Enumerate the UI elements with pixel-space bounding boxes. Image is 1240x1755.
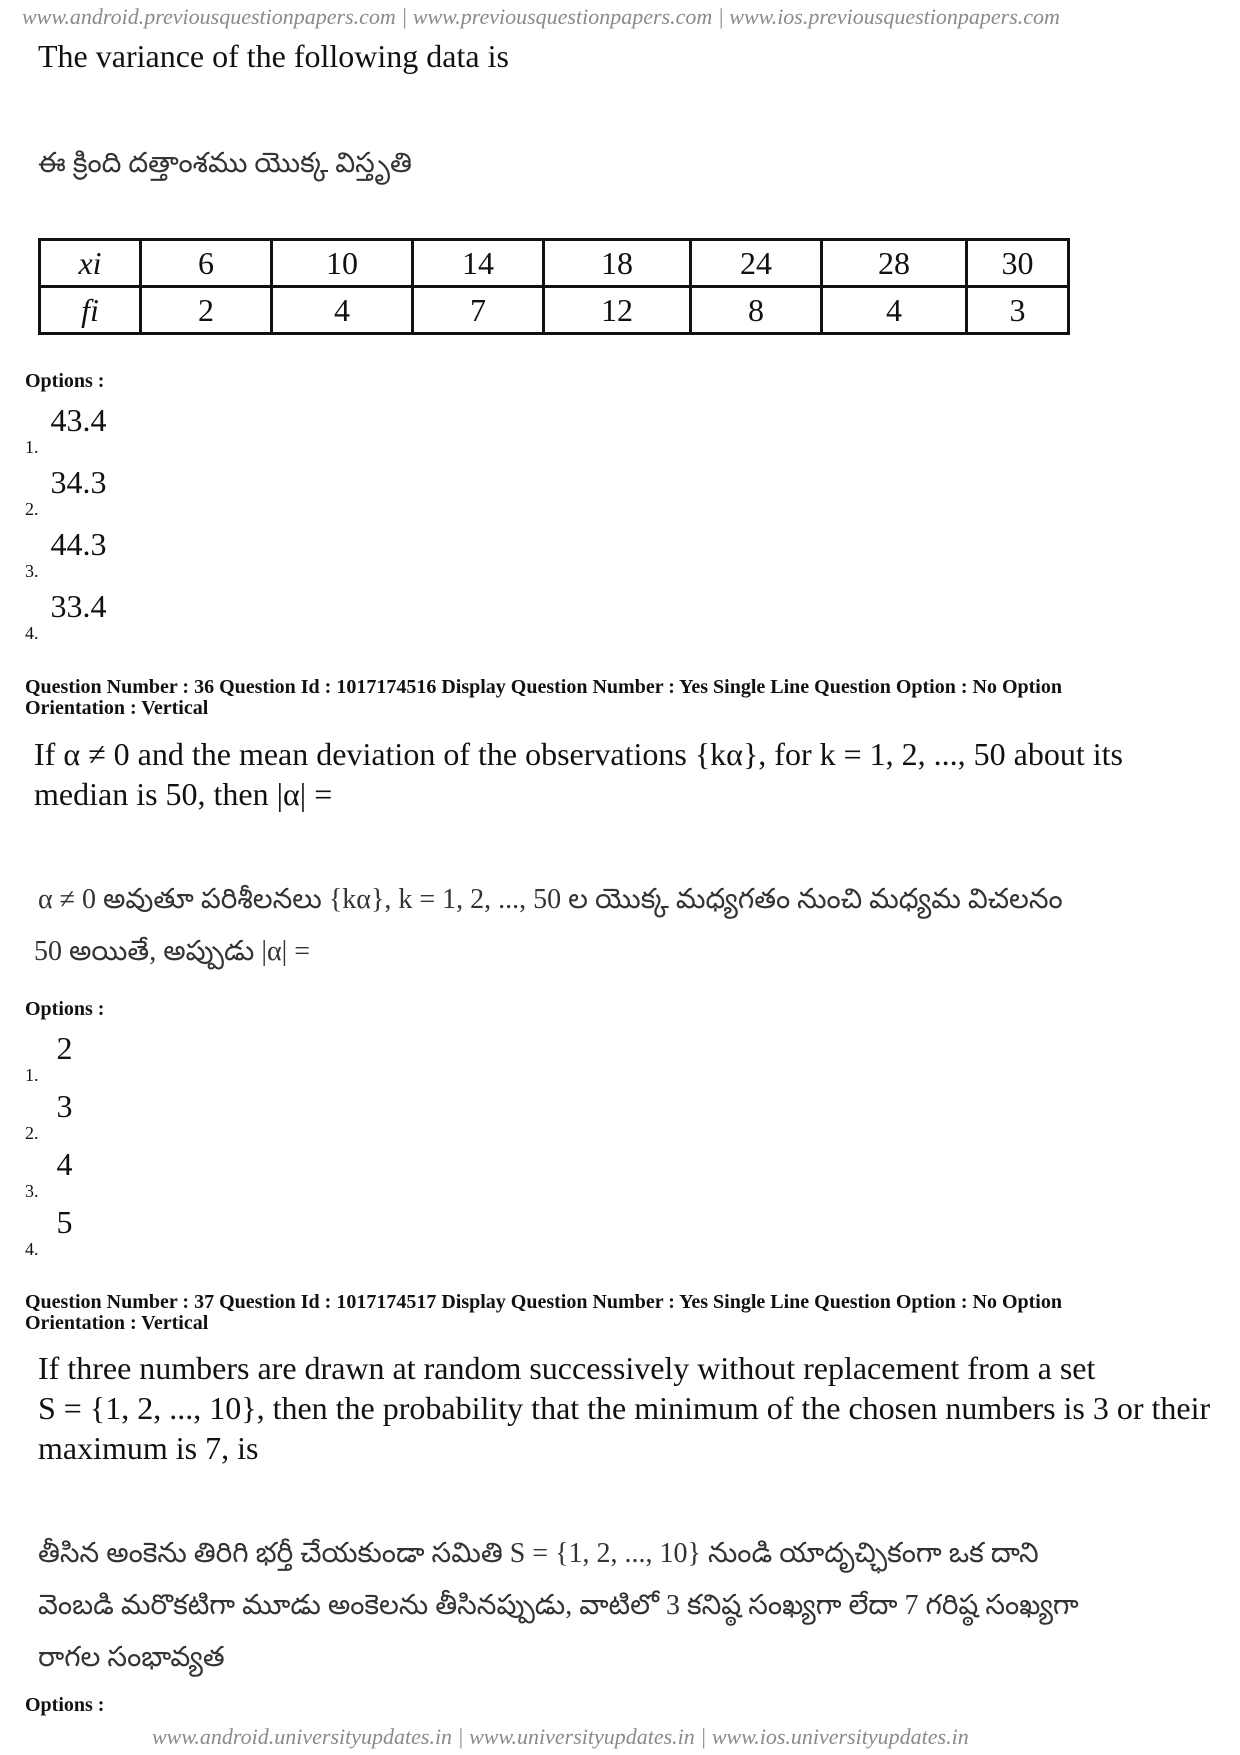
option-value: 4 (56, 1146, 73, 1182)
q37-question-line-2: S = {1, 2, ..., 10}, then the probability that the minimum of the chosen numbers is 3 or their (38, 1390, 1211, 1426)
option-item (25, 1088, 73, 1143)
option-number: 2. (25, 499, 39, 519)
option-value: 34.3 (50, 464, 107, 500)
table-cell: 3 (967, 287, 1069, 334)
table-cell: 14 (413, 240, 544, 287)
q36-options-label: Options : (25, 998, 105, 1020)
x-header-cell (40, 240, 141, 287)
option-number: 4. (25, 623, 39, 643)
option-value: 5 (56, 1204, 73, 1240)
f-header-cell (40, 287, 141, 334)
table-cell: 12 (544, 287, 691, 334)
option-item (25, 1204, 73, 1259)
table-row-x (40, 240, 1069, 287)
q36-question-line-2: median is 50, then |α| = (34, 776, 333, 812)
table-cell: 18 (544, 240, 691, 287)
option-value: 33.4 (50, 588, 107, 624)
option-number: 1. (25, 437, 39, 457)
f-label: fi (81, 291, 99, 328)
q37-telugu-line-3: రాగల సంభావ్యత (38, 1642, 225, 1673)
q36-telugu-line-2: 50 అయితే, అప్పుడు |α| = (34, 936, 311, 967)
option-item (25, 402, 107, 457)
q37-telugu-line-1: తీసిన అంకెను తిరిగి భర్తీ చేయకుండా సమితి S = {1, 2, ..., 10} నుండి యాదృచ్ఛికంగా ఒక దాని (38, 1538, 1039, 1569)
option-number: 3. (25, 561, 39, 581)
q36-meta-line-1: Question Number : 36 Question Id : 1017174516 Display Question Number : Yes Single Line Question Option : No Option (25, 676, 1062, 698)
top-watermark: www.android.previousquestionpapers.com | www.previousquestionpapers.com | www.ios.previousquestionpapers.com (22, 4, 1060, 29)
x-label: xi (78, 244, 102, 281)
bottom-watermark: www.android.universityupdates.in | www.universityupdates.in | www.ios.universityupdates.in (152, 1724, 969, 1749)
option-value: 44.3 (50, 526, 107, 562)
option-item (25, 526, 107, 581)
table-cell: 4 (822, 287, 967, 334)
q35-data-table (38, 238, 1070, 335)
option-item (25, 464, 107, 519)
option-value: 2 (56, 1030, 73, 1066)
q35-question-telugu: ఈ క్రింది దత్తాంశము యొక్క విస్తృతి (38, 148, 412, 179)
q36-question-line-1: If α ≠ 0 and the mean deviation of the observations {kα}, for k = 1, 2, ..., 50 about its (34, 736, 1123, 772)
table-cell: 7 (413, 287, 544, 334)
q37-meta-line-1: Question Number : 37 Question Id : 1017174517 Display Question Number : Yes Single Line Question Option : No Option (25, 1291, 1062, 1313)
option-number: 1. (25, 1065, 39, 1085)
table-cell: 10 (272, 240, 413, 287)
q37-options-label: Options : (25, 1694, 105, 1716)
option-number: 2. (25, 1123, 39, 1143)
q37-telugu-line-2: వెంబడి మరొకటిగా మూడు అంకెలను తీసినప్పుడు, వాటిలో 3 కనిష్ఠ సంఖ్యగా లేదా 7 గరిష్ఠ సంఖ్యగా (38, 1590, 1079, 1621)
option-number: 4. (25, 1239, 39, 1259)
q37-meta-line-2: Orientation : Vertical (25, 1312, 209, 1334)
option-item (25, 1030, 73, 1085)
table-cell: 8 (691, 287, 822, 334)
q35-options-label: Options : (25, 370, 105, 392)
q37-question-line-3: maximum is 7, is (38, 1430, 259, 1466)
table-cell: 30 (967, 240, 1069, 287)
table-cell: 28 (822, 240, 967, 287)
option-value: 3 (56, 1088, 73, 1124)
option-value: 43.4 (50, 402, 107, 438)
table-cell: 24 (691, 240, 822, 287)
q36-meta-line-2: Orientation : Vertical (25, 697, 209, 719)
table-cell: 6 (141, 240, 272, 287)
option-item (25, 588, 107, 643)
q37-question-line-1: If three numbers are drawn at random successively without replacement from a set (38, 1350, 1096, 1386)
q35-question-text: The variance of the following data is (38, 38, 509, 74)
option-item (25, 1146, 73, 1201)
q36-telugu-line-1: α ≠ 0 అవుతూ పరిశీలనలు {kα}, k = 1, 2, ..., 50 ల యొక్క మధ్యగతం నుంచి మధ్యమ విచలనం (38, 884, 1063, 915)
option-number: 3. (25, 1181, 39, 1201)
table-cell: 2 (141, 287, 272, 334)
table-row-f (40, 287, 1069, 334)
table-cell: 4 (272, 287, 413, 334)
